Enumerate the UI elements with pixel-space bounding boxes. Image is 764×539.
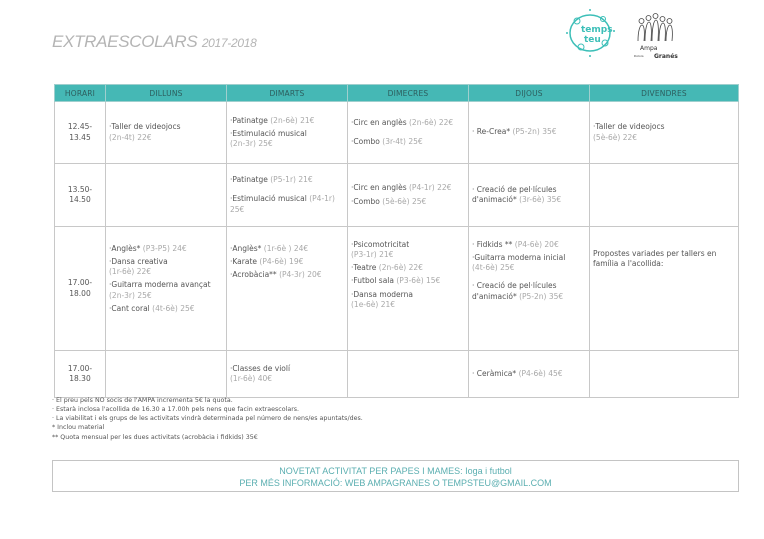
activity: ·Circ en anglès (P4-1r) 22€: [351, 183, 452, 193]
activity: ·Anglès* (1r-6è ) 24€: [230, 244, 309, 253]
activity: ·Futbol sala (P3-6è) 15€: [351, 276, 441, 286]
cell-dijous: [469, 227, 590, 351]
column-header-dilluns: DILLUNS: [106, 85, 227, 102]
activity: ·Combo (5è-6è) 25€: [351, 196, 427, 206]
time-cell: 17.00-18.00: [55, 227, 106, 351]
svg-text:Ampa: Ampa: [640, 45, 658, 52]
info-line-news: NOVETAT ACTIVITAT PER PAPES I MAMES: Ioga i futbol: [279, 466, 512, 476]
activity: · Re-Crea* (P5-2n) 35€: [472, 127, 557, 137]
activity: · Fidkids ** (P4-6è) 20€: [472, 240, 559, 249]
activity: ·Acrobàcia** (P4-3r) 20€: [230, 270, 322, 280]
activity: ·Karate (P4-6è) 19€: [230, 257, 304, 267]
column-header-dijous: DIJOUS: [469, 85, 590, 102]
activity: · Ceràmica* (P4-6è) 45€: [472, 368, 563, 378]
table-row: [55, 351, 739, 398]
temps-teu-logo-icon: [563, 7, 618, 59]
info-line-contact: PER MÉS INFORMACIÓ: WEB AMPAGRANES O TEMPSTEU@GMAIL.COM: [239, 478, 552, 489]
activity: · Creació de pel·lícules d'animació* (P5-2n) 35€: [472, 281, 564, 301]
cell-dimecres: [348, 102, 469, 164]
cell-dijous: [469, 102, 590, 164]
activity: ·Combo (3r-4t) 25€: [351, 137, 423, 146]
cell-dimarts: [227, 351, 348, 398]
activity: ·Cant coral (4t-6è) 25€: [109, 303, 195, 313]
footnotes: [52, 396, 363, 442]
activity: ·Classes de violí (1r-6è) 40€: [230, 363, 291, 383]
svg-text:temps: temps: [581, 25, 613, 35]
cell-divendres: [590, 351, 739, 398]
cell-dimecres: [348, 351, 469, 398]
table-row: [55, 102, 739, 164]
activity: ·Estimulació musical (P4-1r) 25€: [230, 194, 335, 214]
cell-dimarts: [227, 102, 348, 164]
table-row: [55, 164, 739, 227]
cell-dijous: [469, 164, 590, 227]
note: · Estarà inclosa l'acollida de 16.30 a 17.00h pels nens que facin extraescolars.: [52, 406, 300, 414]
activity: ·Guitarra moderna avançat (2n-3r) 25€: [109, 280, 211, 300]
activity: ·Estimulació musical (2n-3r) 25€: [230, 128, 307, 149]
cell-divendres: [590, 227, 739, 351]
cell-dilluns: [106, 227, 227, 351]
column-header-horari: HORARI: [55, 85, 106, 102]
time-cell: 13.50-14.50: [55, 164, 106, 227]
activity: ·Patinatge (2n-6è) 21€: [230, 115, 315, 125]
activity: · Creació de pel·lícules d'animació* (3r-6è) 35€: [472, 184, 562, 204]
activity: ·Patinatge (P5-1r) 21€: [230, 175, 313, 185]
time-cell: 17.00-18.30: [55, 351, 106, 398]
activity: ·Guitarra moderna inicial (4t-6è) 25€: [472, 253, 566, 273]
title-year: 2017-2018: [201, 36, 257, 50]
info-box: [52, 460, 739, 492]
ampa-logo-icon: [632, 11, 680, 61]
activity: ·Taller de videojocs (2n-4t) 22€: [109, 122, 181, 142]
activity: ·Dansa moderna (1e-6è) 21€: [351, 289, 413, 309]
svg-text:Dolors: Dolors: [634, 54, 644, 58]
table-row: [55, 227, 739, 351]
table-header-row: [55, 85, 739, 102]
cell-dijous: [469, 351, 590, 398]
cell-divendres: [590, 164, 739, 227]
title-main: EXTRAESCOLARS: [52, 32, 198, 51]
cell-divendres: [590, 102, 739, 164]
column-header-dimecres: DIMECRES: [348, 85, 469, 102]
activity: ·Circ en anglès (2n-6è) 22€: [351, 117, 454, 127]
note: · El preu pels NO socis de l'AMPA incrementa 5€ la quota.: [52, 397, 233, 404]
activity: ·Teatre (2n-6è) 22€: [351, 263, 423, 273]
column-header-dimarts: DIMARTS: [227, 85, 348, 102]
cell-dimecres: [348, 227, 469, 351]
activity: ·Psicomotricitat (P3-1r) 21€: [351, 240, 410, 260]
time-cell: 12.45-13.45: [55, 102, 106, 164]
svg-text:Granés: Granés: [654, 53, 678, 60]
cell-dimarts: [227, 227, 348, 351]
cell-dilluns: [106, 164, 227, 227]
note: ** Quota mensual per les dues activitats (acrobàcia i fidkids) 35€: [52, 433, 258, 441]
column-header-divendres: DIVENDRES: [590, 85, 739, 102]
family-workshops-text: Propostes variades per tallers en família a l'acollida:: [593, 249, 717, 269]
activity: ·Dansa creativa (1r-6è) 22€: [109, 257, 168, 277]
cell-dimarts: [227, 164, 348, 227]
note: * Inclou material: [52, 424, 105, 432]
page-title: [52, 32, 257, 52]
activity: ·Anglès* (P3-P5) 24€: [109, 244, 187, 253]
schedule-table: [54, 84, 739, 398]
svg-text:teu: teu: [584, 35, 601, 45]
cell-dilluns: [106, 102, 227, 164]
activity: ·Taller de videojocs (5è-6è) 22€: [593, 122, 665, 142]
note: · La viabilitat i els grups de les activitats vindrà determinada pel número de nens/es apuntats/des.: [52, 415, 363, 423]
cell-dilluns: [106, 351, 227, 398]
cell-dimecres: [348, 164, 469, 227]
